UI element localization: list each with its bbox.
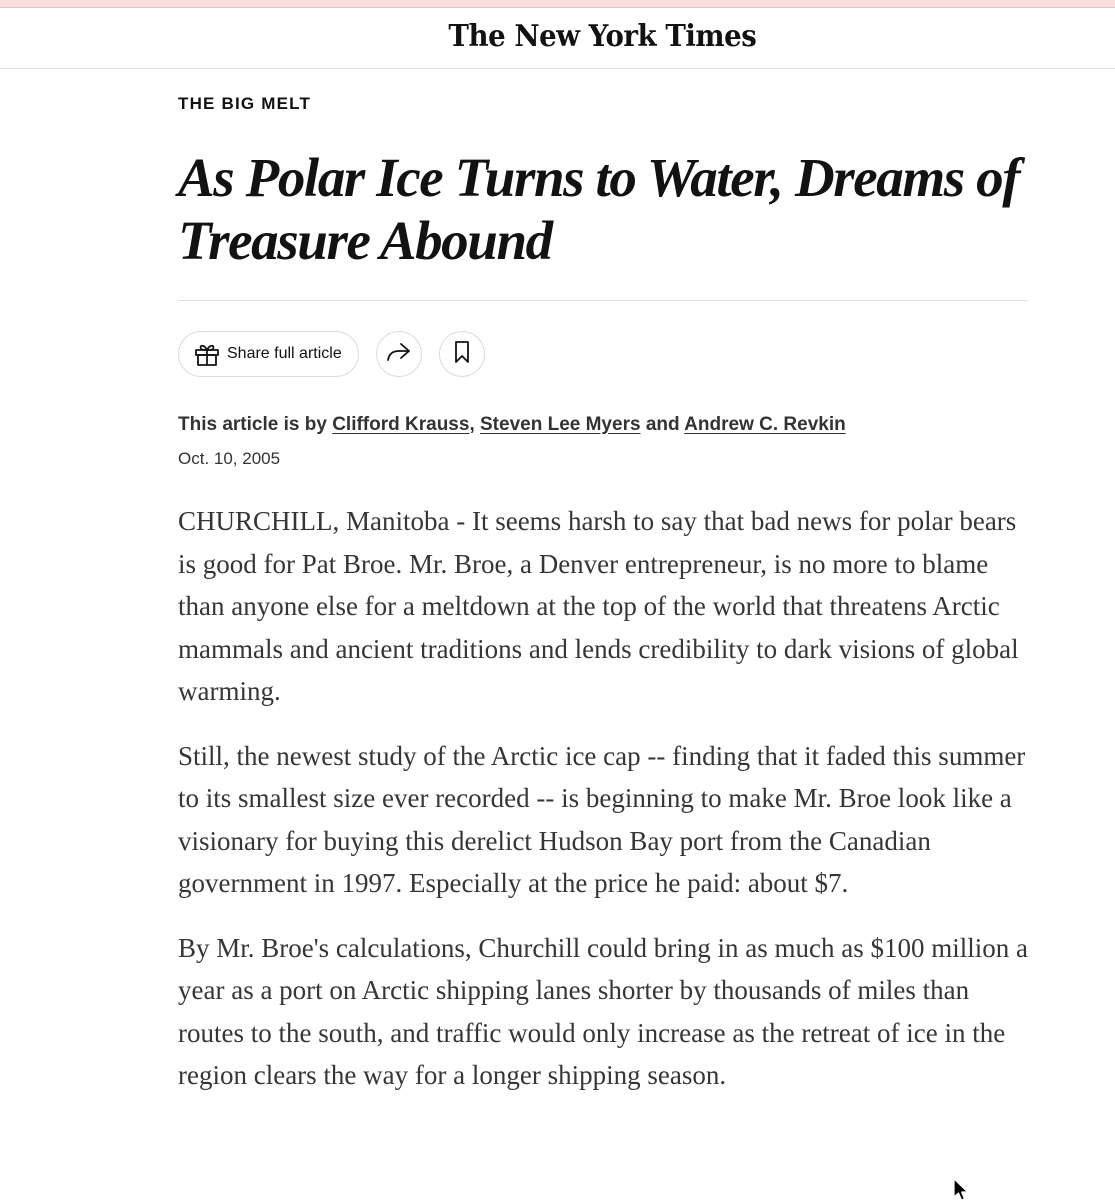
byline	[178, 414, 846, 436]
share-button[interactable]	[376, 331, 422, 377]
article-toolbar	[178, 330, 485, 378]
save-button[interactable]	[439, 331, 485, 377]
byline-prefix: This article is by	[178, 414, 327, 435]
author-link[interactable]: Clifford Krauss	[332, 414, 470, 435]
article-paragraph: CHURCHILL, Manitoba - It seems harsh to say that bad news for polar bears is good for Pat Broe. Mr. Broe, a Denver entrepreneur, is no more to blame than anyone else for a meltdown at the top of the world that threatens Arctic mammals and ancient traditions and lends credibility to dark visions of global warming.	[178, 506, 1019, 706]
gift-icon	[193, 340, 221, 368]
share-full-article-button[interactable]	[178, 331, 359, 377]
nyt-logo[interactable]: The New York Times	[448, 18, 757, 54]
article-paragraph: By Mr. Broe's calculations, Churchill could bring in as much as $100 million a year as a port on Arctic shipping lanes shorter by thousands of miles than routes to the south, and traffic would only increase as the retreat of ice in the region clears the way for a longer shipping season.	[178, 932, 1028, 1090]
article-paragraph: Still, the newest study of the Arctic ice cap -- finding that it faded this summer to its smallest size ever recorded -- is beginning to make Mr. Broe look like a visionary for buying this derelict Hudson Bay port from the Canadian government in 1997. Especially at the price he paid: about $7.	[178, 740, 1026, 898]
share-button-label: Share full article	[227, 345, 342, 362]
author-link[interactable]: Steven Lee Myers	[480, 414, 641, 435]
article-headline: As Polar Ice Turns to Water, Dreams of Treasure Abound	[178, 147, 1020, 271]
publish-date: Oct. 10, 2005	[178, 449, 281, 468]
byline-separator: ,	[469, 414, 475, 435]
mouse-cursor-icon	[952, 1178, 972, 1200]
article-kicker[interactable]: THE BIG MELT	[178, 94, 312, 113]
browser-top-strip	[0, 0, 1115, 8]
masthead	[0, 8, 1115, 69]
byline-separator: and	[645, 414, 680, 435]
share-arrow-icon	[386, 341, 412, 368]
author-link[interactable]: Andrew C. Revkin	[684, 414, 846, 435]
article-body	[178, 500, 1038, 1119]
header-divider	[178, 300, 1028, 301]
bookmark-icon	[453, 340, 471, 369]
